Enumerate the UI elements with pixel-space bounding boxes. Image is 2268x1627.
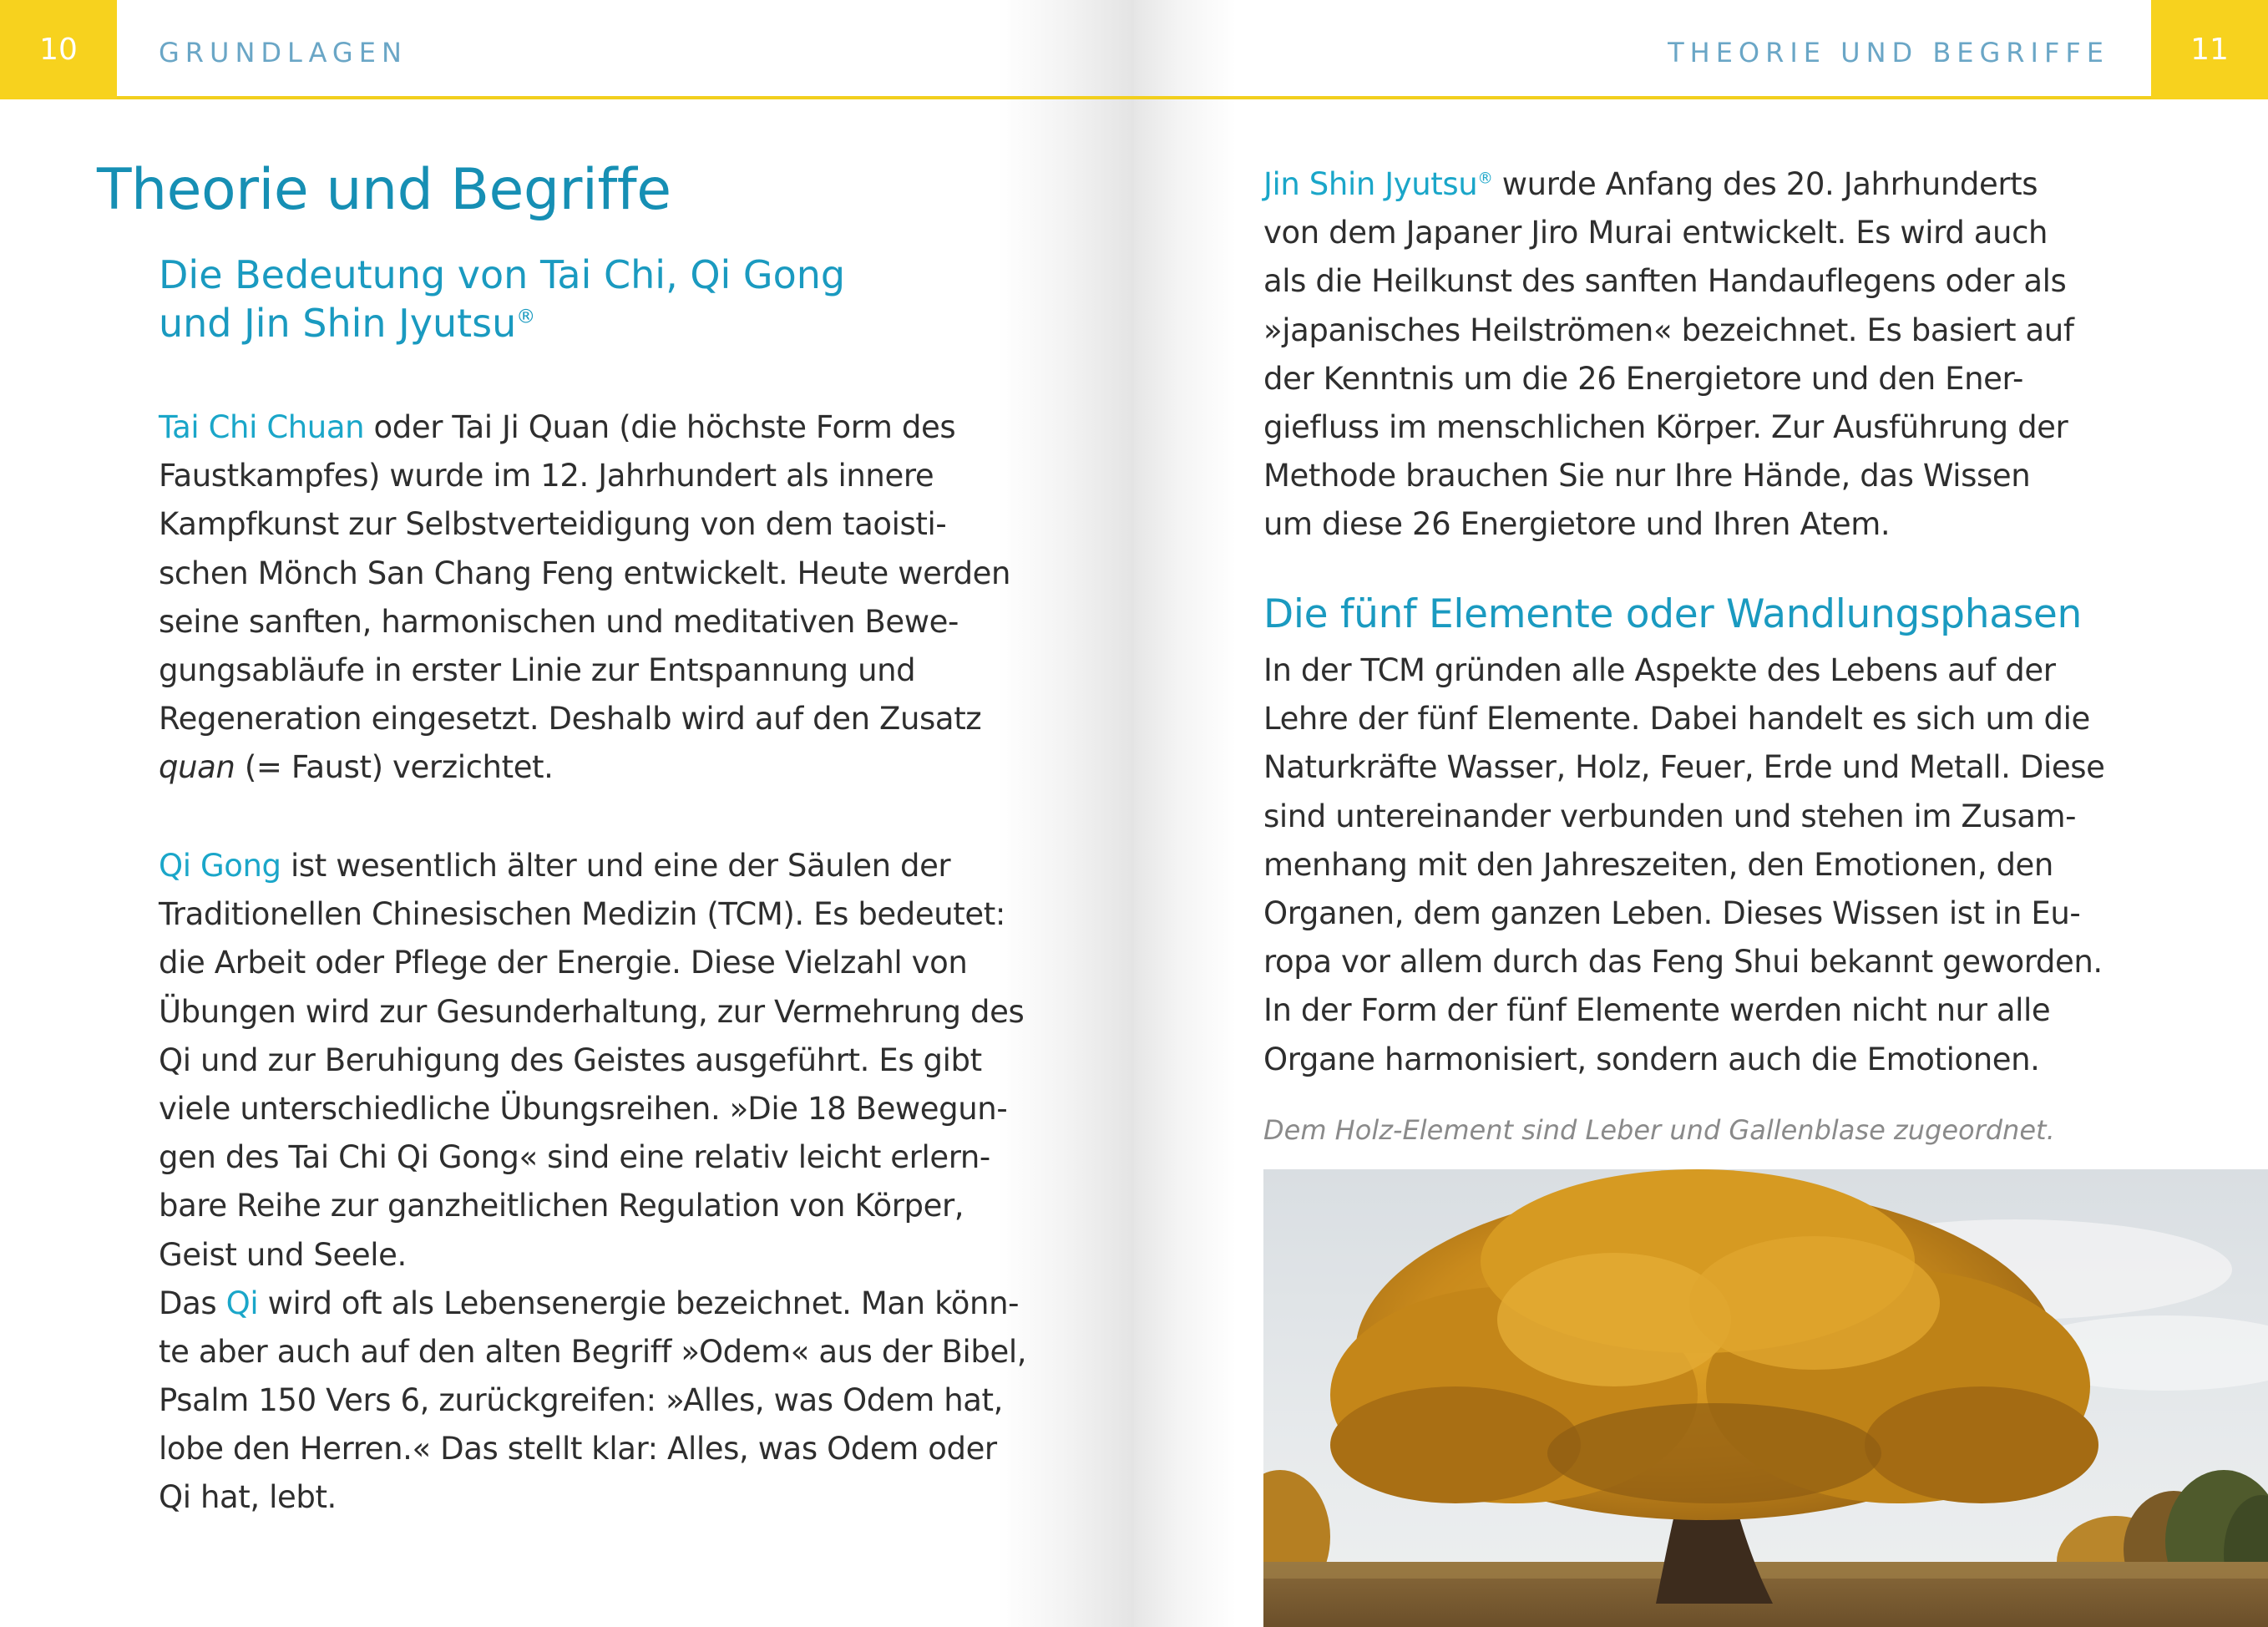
italic-term-quan: quan xyxy=(159,749,235,786)
text-segment: ist wesentlich älter und eine der Säulen der xyxy=(281,848,951,884)
text-line: Naturkräfte Wasser, Holz, Feuer, Erde und Metall. Diese xyxy=(1263,749,2105,786)
page-number-right: 11 xyxy=(2151,0,2268,99)
text-line: die Arbeit oder Pflege der Energie. Diese Vielzahl von xyxy=(159,945,968,981)
text-line: lobe den Herren.« Das stellt klar: Alles, was Odem oder xyxy=(159,1431,997,1467)
text-line: der Kenntnis um die 26 Energietore und den Ener- xyxy=(1263,360,2023,397)
right-page xyxy=(1134,0,2268,1627)
text-line xyxy=(159,842,1026,890)
header-rule-right xyxy=(1134,96,2151,99)
text-line: Regeneration eingesetzt. Deshalb wird auf den Zusatz xyxy=(159,701,982,737)
text-line xyxy=(159,743,1010,792)
running-head-left: GRUNDLAGEN xyxy=(159,37,408,68)
autumn-tree-illustration xyxy=(1263,1169,2268,1627)
text-line: schen Mönch San Chang Feng entwickelt. Heute werden xyxy=(159,555,1011,591)
subtitle-line-2-text: und Jin Shin Jyutsu xyxy=(159,301,517,347)
text-line: »japanisches Heilströmen« bezeichnet. Es basiert auf xyxy=(1263,312,2074,348)
text-line: menhang mit den Jahreszeiten, den Emotionen, den xyxy=(1263,846,2053,883)
text-segment: (= Faust) verzichtet. xyxy=(235,749,554,786)
text-line: Qi hat, lebt. xyxy=(159,1479,337,1516)
header-rule-left xyxy=(117,96,1134,99)
page-title: Theorie und Begriffe xyxy=(97,157,671,223)
text-line: gungsabläufe in erster Linie zur Entspannung und xyxy=(159,651,916,688)
subtitle-line-2 xyxy=(159,299,845,347)
text-line: Psalm 150 Vers 6, zurückgreifen: »Alles, was Odem hat, xyxy=(159,1382,1003,1419)
text-line xyxy=(159,1280,1026,1328)
registered-mark: ® xyxy=(516,306,536,328)
text-line: als die Heilkunst des sanften Handauflegens oder als xyxy=(1263,263,2067,300)
running-head-right: THEORIE UND BEGRIFFE xyxy=(1668,37,2109,68)
paragraph-qi-gong xyxy=(159,842,1026,1523)
text-line xyxy=(1263,160,2073,209)
text-line: In der TCM gründen alle Aspekte des Lebens auf der xyxy=(1263,652,2056,688)
text-segment: Das xyxy=(159,1285,226,1321)
text-line: von dem Japaner Jiro Murai entwickelt. Es wird auch xyxy=(1263,215,2048,251)
keyword-qi-gong: Qi Gong xyxy=(159,848,281,884)
text-line: Qi und zur Beruhigung des Geistes ausgeführt. Es gibt xyxy=(159,1042,982,1078)
text-segment: wird oft als Lebensenergie bezeichnet. Man könn- xyxy=(258,1285,1020,1321)
text-line: giefluss im menschlichen Körper. Zur Ausführung der xyxy=(1263,408,2068,445)
text-line: te aber auch auf den alten Begriff »Odem« aus der Bibel, xyxy=(159,1333,1027,1370)
text-line xyxy=(159,403,1010,452)
page-number-left: 10 xyxy=(0,0,117,99)
text-line: Lehre der fünf Elemente. Dabei handelt es sich um die xyxy=(1263,701,2090,737)
keyword-jin-shin-jyutsu: Jin Shin Jyutsu xyxy=(1263,166,1478,202)
paragraph-jin-shin-jyutsu xyxy=(1263,160,2073,550)
text-line: Methode brauchen Sie nur Ihre Hände, das Wissen xyxy=(1263,458,2031,494)
text-line: Organe harmonisiert, sondern auch die Emotionen. xyxy=(1263,1041,2040,1077)
text-line: bare Reihe zur ganzheitlichen Regulation von Körper, xyxy=(159,1188,964,1224)
keyword-tai-chi-chuan: Tai Chi Chuan xyxy=(159,409,365,445)
photo-caption: Dem Holz-Element sind Leber und Gallenblase zugeordnet. xyxy=(1263,1114,2055,1146)
text-line: ropa vor allem durch das Feng Shui bekannt geworden. xyxy=(1263,944,2103,981)
text-line: viele unterschiedliche Übungsreihen. »Die 18 Bewegun- xyxy=(159,1090,1008,1127)
section-heading-five-elements: Die fünf Elemente oder Wandlungsphasen xyxy=(1263,591,2082,637)
text-line: um diese 26 Energietore und Ihren Atem. xyxy=(1263,506,1891,543)
text-line: Kampfkunst zur Selbstverteidigung von dem taoisti- xyxy=(159,506,947,543)
text-line: Faustkampfes) wurde im 12. Jahrhundert als innere xyxy=(159,458,934,494)
autumn-tree-photo xyxy=(1263,1169,2268,1627)
text-line: Geist und Seele. xyxy=(159,1236,407,1273)
text-line: gen des Tai Chi Qi Gong« sind eine relativ leicht erlern- xyxy=(159,1139,990,1176)
text-line: Traditionellen Chinesischen Medizin (TCM). Es bedeutet: xyxy=(159,896,1005,933)
subtitle-line-1: Die Bedeutung von Tai Chi, Qi Gong xyxy=(159,252,846,297)
text-line: In der Form der fünf Elemente werden nicht nur alle xyxy=(1263,992,2051,1029)
text-segment: wurde Anfang des 20. Jahrhunderts xyxy=(1492,166,2038,202)
text-line: sind untereinander verbunden und stehen im Zusam- xyxy=(1263,798,2077,834)
paragraph-five-elements xyxy=(1263,646,2104,1084)
subtitle xyxy=(159,251,845,347)
paragraph-tai-chi xyxy=(159,403,1010,793)
text-line: Übungen wird zur Gesunderhaltung, zur Vermehrung des xyxy=(159,993,1025,1030)
text-line: seine sanften, harmonischen und meditativen Bewe- xyxy=(159,603,959,640)
text-segment: oder Tai Ji Quan (die höchste Form des xyxy=(364,409,956,445)
registered-mark: ® xyxy=(1477,170,1493,188)
text-line: Organen, dem ganzen Leben. Dieses Wissen ist in Eu- xyxy=(1263,895,2081,931)
keyword-qi: Qi xyxy=(225,1285,259,1321)
